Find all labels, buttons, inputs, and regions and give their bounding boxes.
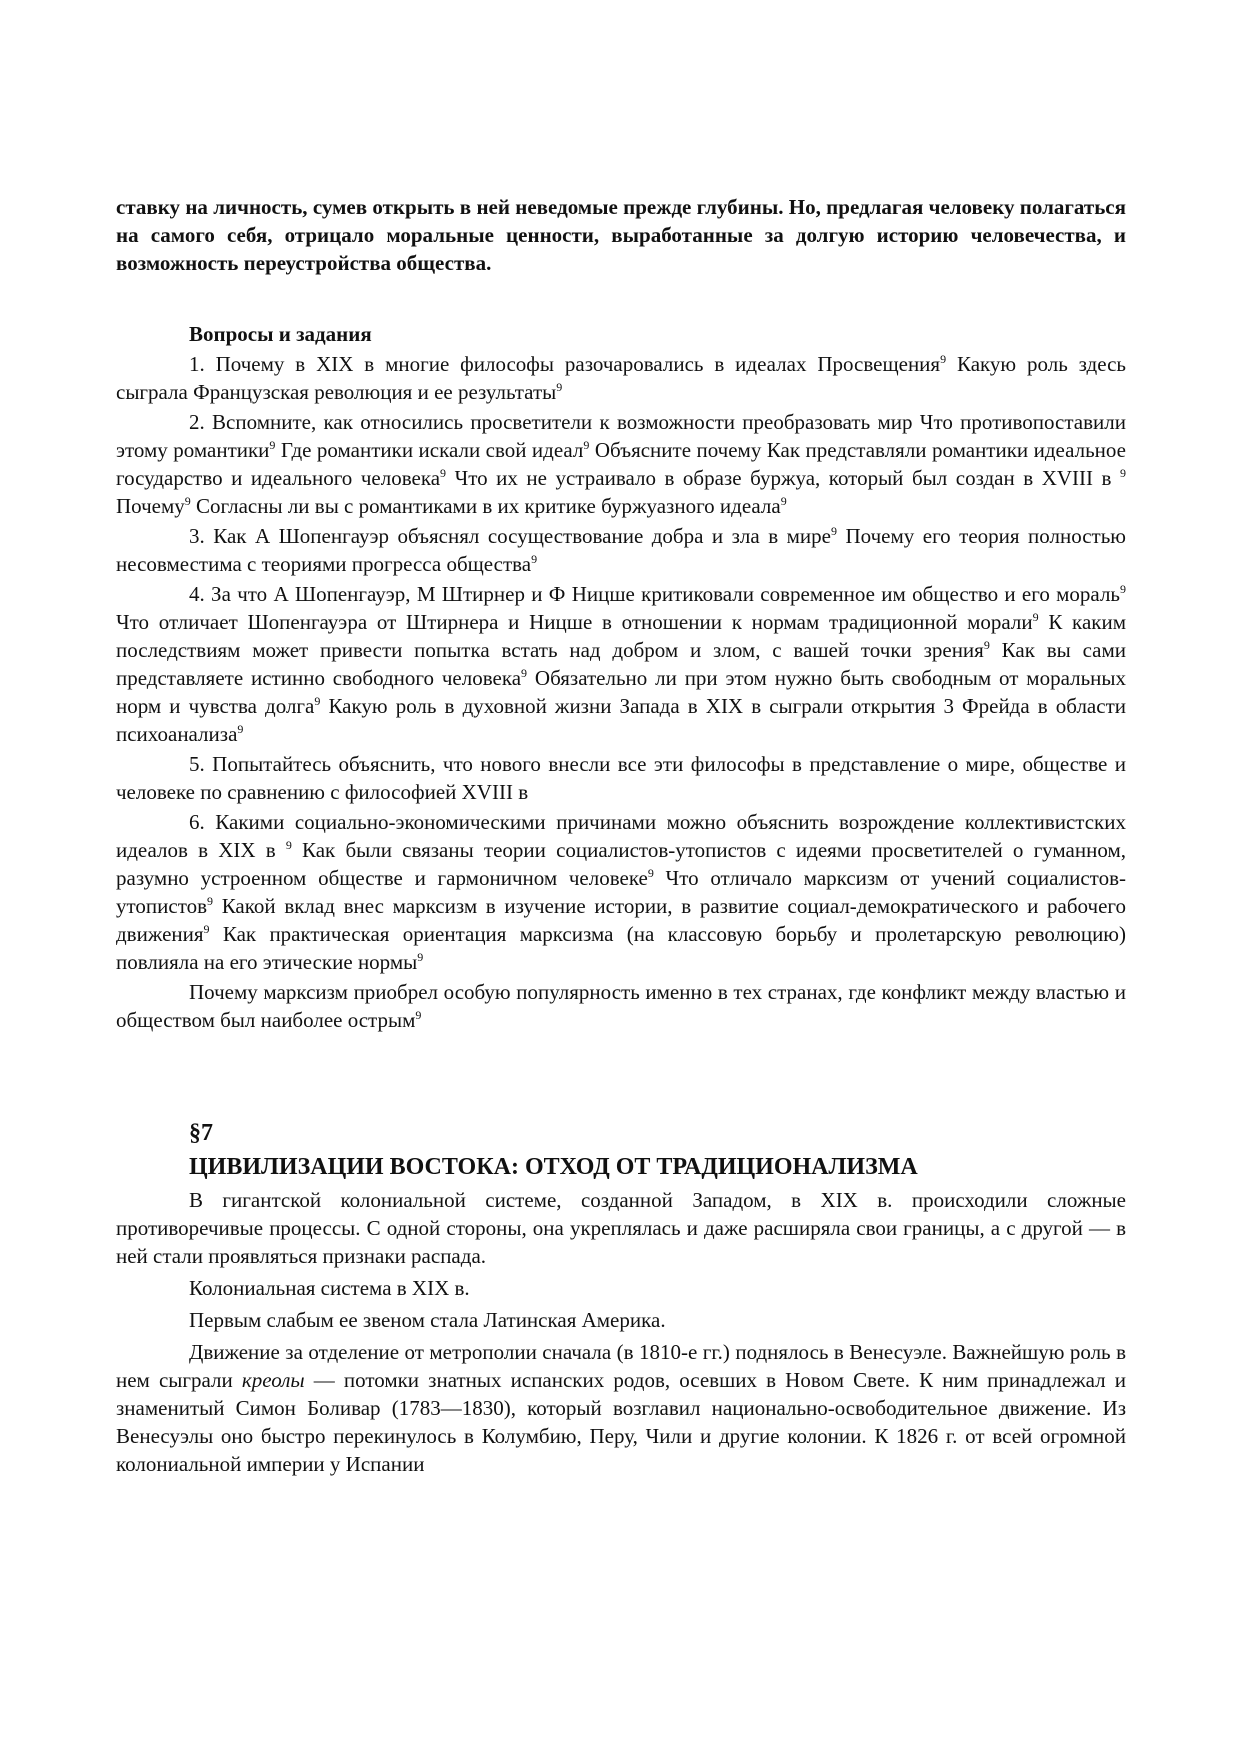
body-paragraph-3 bbox=[116, 1338, 1126, 1478]
q2-text-d: Что их не устраивало в образе буржуа, который был создан в XVIII в bbox=[446, 466, 1121, 490]
footnote-marker: 9 bbox=[556, 380, 563, 394]
footnote-marker: 9 bbox=[417, 950, 424, 964]
footnote-marker: 9 bbox=[940, 352, 947, 366]
body-paragraph-1: В гигантской колониальной системе, созданной Западом, в XIX в. происходили сложные противоречивые процессы. С одной стороны, она укреплялась и даже расширяла свои границы, а с другой — в ней стали проявляться признаки распада. bbox=[116, 1188, 1126, 1268]
document-page bbox=[116, 193, 1126, 1480]
q2-text-c: Объясните почему Как представляли романтики идеальное государство и идеального человека bbox=[116, 438, 1126, 490]
q4-text-c: К каким последствиям может привести попытка встать над добром и злом, с вашей точки зрения bbox=[116, 610, 1126, 662]
q4-text-d: Как вы сами представляете истинно свободного человека bbox=[116, 638, 1126, 690]
q6-text-b: Как были связаны теории социалистов-утопистов с идеями просветителей о гуманном, разумно устроенном обществе и гармоничном человеке bbox=[116, 838, 1126, 890]
question-6 bbox=[116, 808, 1126, 976]
footnote-marker: 9 bbox=[269, 438, 276, 452]
q3-text-b: Почему его теория полностью несовместима с теориями прогресса общества bbox=[116, 524, 1126, 576]
footnote-marker: 9 bbox=[1120, 582, 1126, 596]
questions-heading: Вопросы и задания bbox=[189, 322, 372, 346]
footnote-marker: 9 bbox=[415, 1008, 422, 1022]
intro-bold-paragraph: ставку на личность, сумев открыть в ней неведомые прежде глубины. Но, предлагая человеку полагаться на самого себя, отрицало моральные ценности, выработанные за долгую историю человечества, и возможность переустройства общества. bbox=[116, 195, 1126, 275]
q6-text-d: Какой вклад внес марксизм в изучение истории, в развитие социал-демократического и рабочего движения bbox=[116, 894, 1126, 946]
q6-text-c: Что отличало марксизм от учений социалистов-утопистов bbox=[116, 866, 1126, 918]
q4-text-e: Обязательно ли при этом нужно быть свободным от моральных норм и чувства долга bbox=[116, 666, 1126, 718]
p4-emphasis: креолы bbox=[241, 1368, 305, 1392]
footnote-marker: 9 bbox=[184, 494, 191, 508]
footnote-marker: 9 bbox=[207, 894, 214, 908]
section-title: ЦИВИЛИЗАЦИИ ВОСТОКА: ОТХОД ОТ ТРАДИЦИОНАЛИЗМА bbox=[189, 1154, 918, 1180]
q2-text-e: Почему bbox=[116, 494, 185, 518]
p4-text-b: — потомки знатных испанских родов, осевших в Новом Свете. К ним принадлежал и знаменитый Симон Боливар (1783—1830), который возглавил национально-освободительное движение. Из Венесуэлы оно быстро перекинулось в Колумбию, Перу, Чили и другие колонии. К 1826 г. от всей огромной колониальной империи у Испании bbox=[116, 1368, 1126, 1476]
footnote-marker: 9 bbox=[237, 722, 244, 736]
q2-text-a: 2. Вспомните, как относились просветители к возможности преобразовать мир Что противопоставили этому романтики bbox=[116, 410, 1126, 462]
footnote-marker: 9 bbox=[780, 494, 787, 508]
footnote-marker: 9 bbox=[1120, 466, 1127, 480]
q1-text-a: 1. Почему в XIX в многие философы разочаровались в идеалах Просвещения bbox=[189, 352, 941, 376]
q7-text-a: Почему марксизм приобрел особую популярность именно в тех странах, где конфликт между властью и обществом был наиболее острым bbox=[116, 980, 1126, 1032]
q2-text-b: Где романтики искали свой идеал bbox=[275, 438, 584, 462]
q6-text-e: Как практическая ориентация марксизма (на классовую борьбу и пролетарскую революцию) повлияла на его этические нормы bbox=[116, 922, 1126, 974]
question-4 bbox=[116, 580, 1126, 748]
footnote-marker: 9 bbox=[647, 866, 654, 880]
q4-text-f: Какую роль в духовной жизни Запада в XIX в сыграли открытия 3 Фрейда в области психоанализа bbox=[116, 694, 1126, 746]
question-3 bbox=[116, 522, 1126, 578]
q6-text-a: 6. Какими социально-экономическими причинами можно объяснить возрождение коллективистских идеалов в XIX в bbox=[116, 810, 1126, 862]
footnote-marker: 9 bbox=[583, 438, 590, 452]
footnote-marker: 9 bbox=[314, 694, 321, 708]
q3-text-a: 3. Как А Шопенгауэр объяснял сосуществование добра и зла в мире bbox=[189, 524, 831, 548]
question-1 bbox=[116, 350, 1126, 406]
question-2 bbox=[116, 408, 1126, 520]
q4-text-a: 4. За что А Шопенгауэр, М Штирнер и Ф Ницше критиковали современное им общество и его мораль bbox=[189, 582, 1120, 606]
footnote-marker: 9 bbox=[285, 838, 292, 852]
footnote-marker: 9 bbox=[203, 922, 210, 936]
subheading-colonial-system: Колониальная система в XIX в. bbox=[189, 1276, 470, 1300]
question-7 bbox=[116, 978, 1126, 1034]
section-number: §7 bbox=[189, 1120, 213, 1146]
footnote-marker: 9 bbox=[830, 524, 837, 538]
footnote-marker: 9 bbox=[521, 666, 528, 680]
footnote-marker: 9 bbox=[983, 638, 990, 652]
footnote-marker: 9 bbox=[531, 552, 538, 566]
question-5: 5. Попытайтесь объяснить, что нового внесли все эти философы в представление о мире, обществе и человеке по сравнению с философией XVIII в bbox=[116, 752, 1126, 804]
footnote-marker: 9 bbox=[1032, 610, 1039, 624]
q2-text-f: Согласны ли вы с романтиками в их критике буржуазного идеала bbox=[190, 494, 781, 518]
p4-text-a: Движение за отделение от метрополии сначала (в 1810-е гг.) поднялось в Венесуэле. Важнейшую роль в нем сыграли bbox=[116, 1340, 1126, 1392]
footnote-marker: 9 bbox=[440, 466, 447, 480]
body-paragraph-2: Первым слабым ее звеном стала Латинская Америка. bbox=[189, 1308, 666, 1332]
q1-text-b: Какую роль здесь сыграла Французская революция и ее результаты bbox=[116, 352, 1126, 404]
q4-text-b: Что отличает Шопенгауэра от Штирнера и Ницше в отношении к нормам традиционной морали bbox=[116, 610, 1033, 634]
